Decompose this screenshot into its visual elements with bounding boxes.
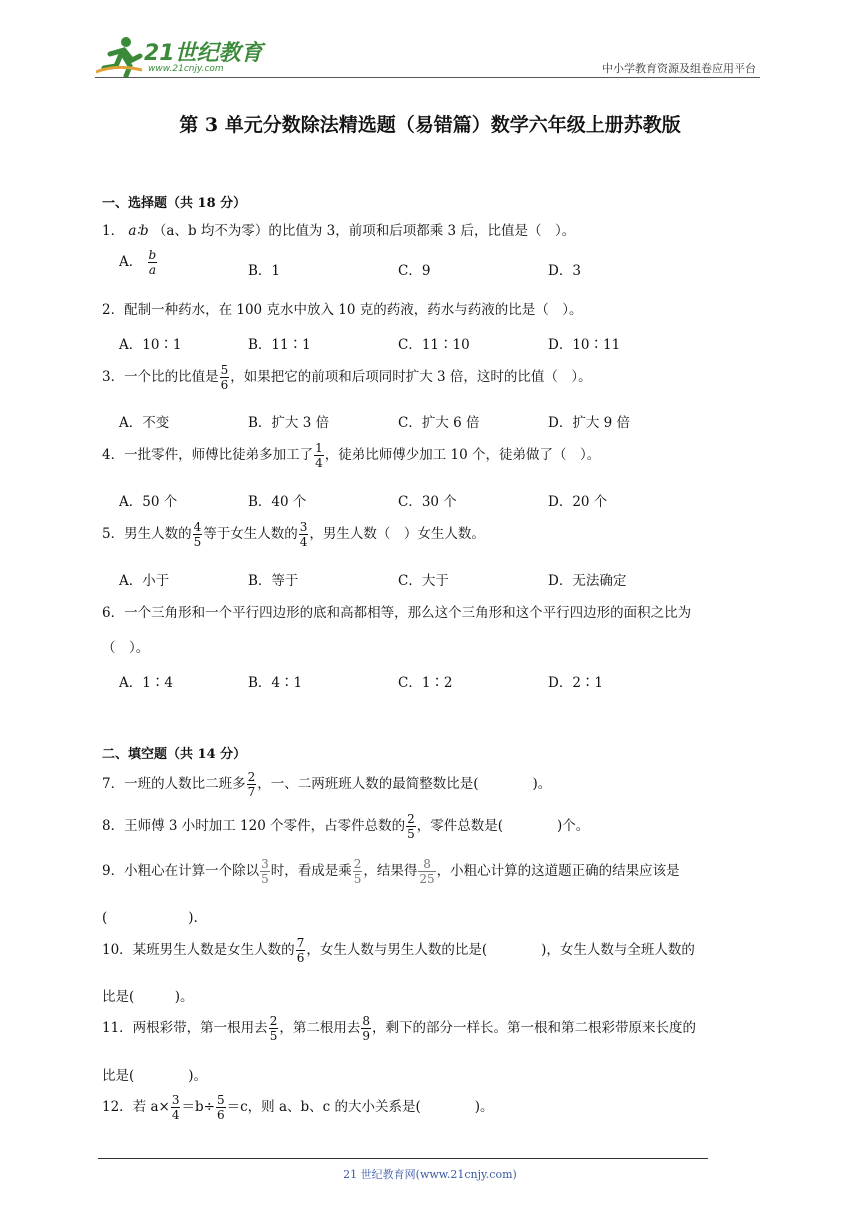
question-8 [102, 812, 589, 841]
option-a[interactable]: A．50 个 [119, 494, 178, 510]
question-text: ，一、二两班班人数的最简整数比是( )。 [257, 776, 552, 792]
question-7 [102, 770, 551, 799]
option-d[interactable]: D．10∶11 [548, 337, 621, 353]
question-text: 3．一个比的比值是 [102, 369, 219, 385]
question-11 [102, 1014, 696, 1043]
question-text: ＝c，则 a、b、c 的大小关系是( )。 [226, 1099, 494, 1115]
option-c[interactable]: C．11∶10 [398, 337, 470, 353]
question-text: ，如果把它的前项和后项同时扩大 3 倍，这时的比值（ ）。 [230, 369, 592, 385]
option-b[interactable]: B．扩大 3 倍 [248, 415, 330, 431]
question-text: ＝b÷ [181, 1099, 215, 1115]
logo-url: www.21cnjy.com [148, 64, 224, 74]
question-6-continued: （ ）。 [102, 640, 150, 656]
option-d[interactable]: D．20 个 [548, 494, 608, 510]
question-text: 8．王师傅 3 小时加工 120 个零件，占零件总数的 [102, 818, 406, 834]
option-d[interactable]: D．2∶1 [548, 675, 604, 691]
option-a[interactable]: A．1∶4 [119, 675, 173, 691]
option-b[interactable]: B．40 个 [248, 494, 307, 510]
fraction: $\frac{1}{4}$ [315, 441, 323, 470]
option-c[interactable]: C．1∶2 [398, 675, 453, 691]
question-text: 12．若 a× [102, 1099, 170, 1115]
question-12 [102, 1093, 494, 1122]
option-c[interactable]: C．大于 [398, 573, 449, 589]
section-heading-choice: 一、选择题（共 18 分） [102, 196, 247, 211]
question-text: （a、b 均不为零）的比值为 3，前项和后项都乘 3 后，比值是（ ）。 [152, 223, 576, 239]
fraction: $\frac{2}{7}$ [247, 770, 256, 799]
option-c[interactable]: C．30 个 [398, 494, 457, 510]
footer-divider [98, 1158, 708, 1159]
question-9-continued: ( ). [102, 910, 198, 926]
fraction: $\frac{3}{4}$ [299, 520, 308, 549]
option-b[interactable]: B．11∶1 [248, 337, 311, 353]
question-text: 7．一班的人数比二班多 [102, 776, 246, 792]
option-b[interactable]: B．4∶1 [248, 675, 303, 691]
question-text: ，零件总数是( )个。 [416, 818, 590, 834]
option-d[interactable]: D．无法确定 [548, 573, 627, 589]
question-text: 11．两根彩带，第一根用去 [102, 1020, 268, 1036]
question-11-continued: 比是( )。 [102, 1068, 208, 1084]
fraction: $\frac{7}{6}$ [296, 936, 305, 965]
question-1 [102, 219, 575, 239]
option-a[interactable]: A．小于 [119, 573, 170, 589]
question-text: ，结果得 [363, 863, 418, 879]
option-label: A． [119, 254, 143, 270]
logo-text: 21世纪教育 [144, 41, 263, 66]
question-text: 9．小粗心在计算一个除以 [102, 863, 260, 879]
section-heading-fill: 二、填空题（共 14 分） [102, 747, 247, 762]
ratio-expression: a∶b [128, 223, 149, 239]
fraction: $\frac{4}{5}$ [193, 520, 202, 549]
question-text: ，剩下的部分一样长。第一根和第二根彩带原来长度的 [371, 1020, 696, 1036]
question-text: 等于女生人数的 [203, 526, 298, 542]
fraction: $\frac{2}{5}$ [269, 1014, 278, 1043]
question-number: 1． [102, 223, 125, 239]
fraction: $\frac{2}{5}$ [353, 857, 362, 886]
header-divider [95, 77, 760, 78]
footer-link[interactable]: 21 世纪教育网(www.21cnjy.com) [343, 1168, 517, 1181]
option-a[interactable] [119, 248, 158, 277]
option-d[interactable]: D．扩大 9 倍 [548, 415, 630, 431]
fraction: $\frac{8}{25}$ [419, 857, 435, 886]
question-5 [102, 520, 485, 549]
fraction: $\frac{3}{4}$ [171, 1093, 180, 1122]
platform-label: 中小学教育资源及组卷应用平台 [602, 62, 756, 75]
question-text: ，小粗心计算的这道题正确的结果应该是 [436, 863, 680, 879]
question-text: 4．一批零件，师傅比徒弟多加工了 [102, 447, 314, 463]
fraction: $\frac{b}{a}$ [148, 248, 157, 277]
fraction: $\frac{8}{9}$ [362, 1014, 370, 1043]
question-10 [102, 936, 695, 965]
question-text: ，男生人数（ ）女生人数。 [309, 526, 485, 542]
question-2: 2．配制一种药水，在 100 克水中放入 10 克的药液，药水与药液的比是（ ）。 [102, 302, 583, 318]
option-a[interactable]: A．10∶1 [119, 337, 182, 353]
fraction: $\frac{3}{5}$ [261, 857, 269, 886]
question-text: ，女生人数与男生人数的比是( )，女生人数与全班人数的 [306, 942, 695, 958]
question-text: ，徒弟比师傅少加工 10 个，徒弟做了（ ）。 [324, 447, 601, 463]
question-9 [102, 857, 680, 886]
question-text: 时，看成是乘 [270, 863, 352, 879]
question-6: 6．一个三角形和一个平行四边形的底和高都相等，那么这个三角形和这个平行四边形的面积之比为 [102, 605, 692, 621]
runner-logo-icon [96, 34, 144, 78]
option-c[interactable]: C．9 [398, 263, 431, 279]
fraction: $\frac{5}{6}$ [216, 1093, 225, 1122]
question-10-continued: 比是( )。 [102, 989, 194, 1005]
question-3 [102, 363, 592, 392]
option-b[interactable]: B．等于 [248, 573, 299, 589]
question-text: ，第二根用去 [279, 1020, 361, 1036]
question-4 [102, 441, 600, 470]
logo [96, 34, 266, 78]
fraction: $\frac{2}{5}$ [407, 812, 415, 841]
option-d[interactable]: D．3 [548, 263, 581, 279]
option-a[interactable]: A．不变 [119, 415, 170, 431]
document-title: 第 3 单元分数除法精选题（易错篇）数学六年级上册苏教版 [179, 114, 681, 136]
option-b[interactable]: B．1 [248, 263, 281, 279]
question-text: 5．男生人数的 [102, 526, 192, 542]
question-text: 10．某班男生人数是女生人数的 [102, 942, 295, 958]
fraction: $\frac{5}{6}$ [220, 363, 229, 392]
option-c[interactable]: C．扩大 6 倍 [398, 415, 480, 431]
